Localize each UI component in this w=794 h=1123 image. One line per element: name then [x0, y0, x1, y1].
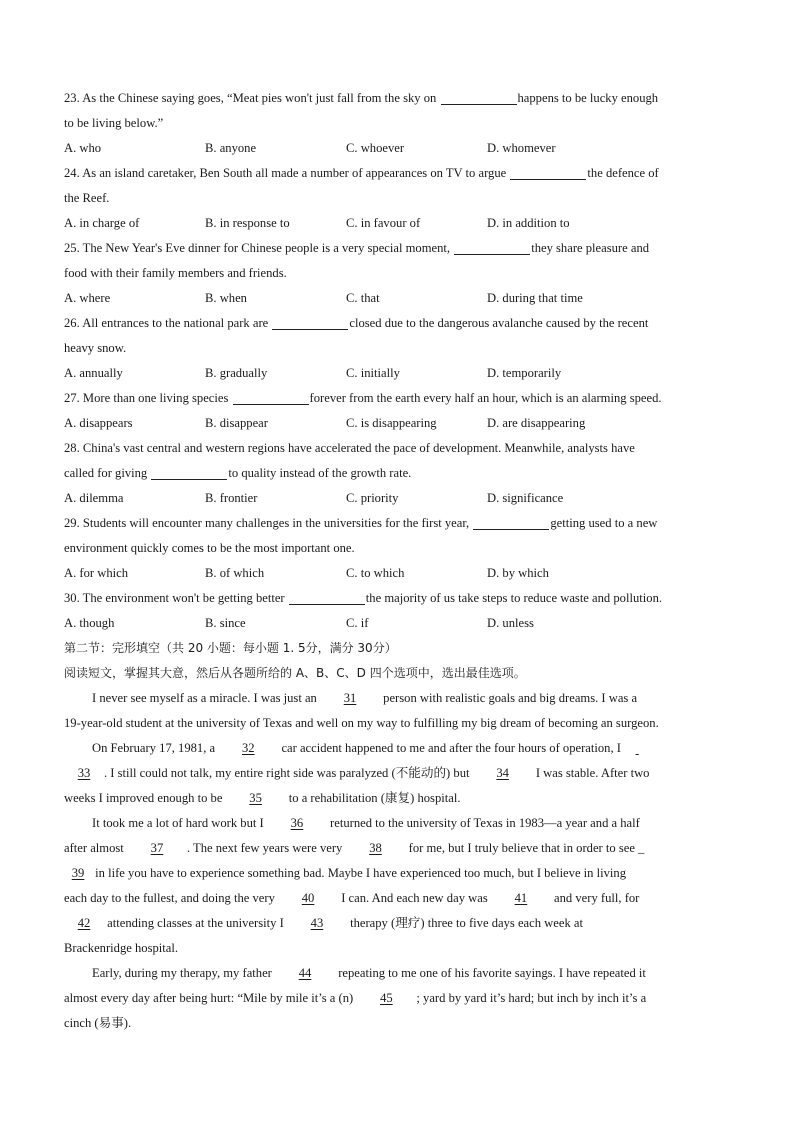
cloze-blank[interactable]: 45: [380, 991, 393, 1005]
question-25-stem-cont: food with their family members and friends.: [64, 266, 287, 280]
option-a[interactable]: A. in charge of: [64, 216, 140, 230]
passage-line: after almost 37 . The next few years were very 38 for me, but I truly believe that in order to see _: [64, 836, 732, 861]
cloze-blank[interactable]: 40: [301, 891, 315, 905]
passage-line: It took me a lot of hard work but I 36 returned to the university of Texas in 1983—a year and a half: [64, 811, 732, 836]
option-d[interactable]: D. unless: [487, 616, 534, 630]
option-a[interactable]: A. annually: [64, 366, 123, 380]
passage-line: 19-year-old student at the university of Texas and well on my way to fulfilling my big dream of becoming an surgeon.: [64, 716, 659, 730]
question-30-stem: 30. The environment won't be getting better the majority of us take steps to reduce waste and pollution.: [64, 591, 663, 605]
question-25-stem: 25. The New Year's Eve dinner for Chinese people is a very special moment, they share pleasure and: [64, 241, 650, 255]
cloze-blank[interactable]: 32: [241, 741, 255, 755]
option-a[interactable]: A. disappears: [64, 416, 133, 430]
question-29-stem: 29. Students will encounter many challenges in the universities for the first year, getting used to a new: [64, 516, 658, 530]
answer-blank: [510, 165, 586, 180]
question-29-stem-cont: environment quickly comes to be the most important one.: [64, 541, 355, 555]
option-c[interactable]: C. to which: [346, 566, 405, 580]
question-28-options: [64, 486, 732, 511]
question-24-stem: 24. As an island caretaker, Ben South all made a number of appearances on TV to argue the defence of: [64, 166, 659, 180]
question-30-options: [64, 611, 732, 636]
cloze-blank[interactable]: 44: [298, 966, 312, 980]
option-d[interactable]: D. significance: [487, 491, 564, 505]
cloze-blank[interactable]: 33: [77, 766, 91, 780]
option-c[interactable]: C. if: [346, 616, 369, 630]
question-29-options: [64, 561, 732, 586]
answer-blank: [233, 390, 309, 405]
passage-line: weeks I improved enough to be 35 to a rehabilitation (康复) hospital.: [64, 786, 732, 811]
answer-blank: [151, 465, 227, 480]
question-23-options: [64, 136, 732, 161]
option-c[interactable]: C. priority: [346, 491, 399, 505]
cloze-blank[interactable]: 42: [77, 916, 91, 930]
passage-line: each day to the fullest, and doing the very 40 I can. And each new day was 41 and very full, for: [64, 886, 732, 911]
option-a[interactable]: A. who: [64, 141, 102, 155]
option-a[interactable]: A. for which: [64, 566, 129, 580]
cloze-blank[interactable]: 35: [249, 791, 262, 805]
cloze-blank-underline: [624, 736, 650, 761]
cloze-blank[interactable]: 36: [290, 816, 304, 830]
option-d[interactable]: D. in addition to: [487, 216, 570, 230]
option-b[interactable]: B. since: [205, 616, 246, 630]
question-26-stem: 26. All entrances to the national park are closed due to the dangerous avalanche caused by the recent: [64, 316, 649, 330]
question-27-options: [64, 411, 732, 436]
option-d[interactable]: D. temporarily: [487, 366, 562, 380]
cloze-blank[interactable]: 43: [310, 916, 324, 930]
passage-line: 33 . I still could not talk, my entire right side was paralyzed (不能动的) but 34 I was stable. After two: [64, 761, 732, 786]
question-24-options: [64, 211, 732, 236]
question-24-stem-cont: the Reef.: [64, 191, 110, 205]
option-a[interactable]: A. dilemma: [64, 491, 124, 505]
cloze-blank[interactable]: 31: [343, 691, 357, 705]
question-25-options: [64, 286, 732, 311]
cloze-blank[interactable]: 37: [150, 841, 164, 855]
cloze-blank[interactable]: 39: [71, 866, 85, 880]
option-c[interactable]: C. initially: [346, 366, 400, 380]
answer-blank: [454, 240, 530, 255]
passage-line: 39 in life you have to experience something bad. Maybe I have experienced too much, but I believe in living: [64, 861, 732, 886]
cloze-blank[interactable]: 41: [514, 891, 528, 905]
question-27-stem: 27. More than one living species forever from the earth every half an hour, which is an alarming speed.: [64, 391, 662, 405]
option-b[interactable]: B. when: [205, 291, 247, 305]
question-26-stem-cont: heavy snow.: [64, 341, 127, 355]
passage-line: cinch (易事).: [64, 1016, 132, 1030]
option-d[interactable]: D. by which: [487, 566, 549, 580]
option-c[interactable]: C. that: [346, 291, 380, 305]
section-title: 第二节：完形填空（共 20 小题：每小题 1. 5分，满分 30分）: [64, 641, 397, 655]
question-23-stem: 23. As the Chinese saying goes, “Meat pies won't just fall from the sky on happens to be lucky enough: [64, 91, 659, 105]
passage-line: On February 17, 1981, a 32 car accident happened to me and after the four hours of operation, I: [64, 736, 732, 761]
passage-line: almost every day after being hurt: “Mile by mile it’s a (n) 45 ; yard by yard it’s hard; but inch by inch it’s a: [64, 986, 732, 1011]
option-a[interactable]: A. where: [64, 291, 111, 305]
exam-page: [64, 86, 732, 1036]
passage-line: Brackenridge hospital.: [64, 941, 179, 955]
cloze-blank[interactable]: 34: [496, 766, 509, 780]
option-b[interactable]: B. of which: [205, 566, 265, 580]
question-26-options: [64, 361, 732, 386]
option-b[interactable]: B. anyone: [205, 141, 257, 155]
answer-blank: [272, 315, 348, 330]
question-28-stem-cont: called for giving to quality instead of the growth rate.: [64, 466, 412, 480]
option-b[interactable]: B. frontier: [205, 491, 258, 505]
option-b[interactable]: B. gradually: [205, 366, 268, 380]
passage-line: I never see myself as a miracle. I was just an 31 person with realistic goals and big dreams. I was a: [64, 686, 732, 711]
option-c[interactable]: C. in favour of: [346, 216, 421, 230]
passage-line: 42 attending classes at the university I 43 therapy (理疗) three to five days each week at: [64, 911, 732, 936]
option-c[interactable]: C. is disappearing: [346, 416, 437, 430]
option-d[interactable]: D. whomever: [487, 141, 556, 155]
answer-blank: [441, 90, 517, 105]
option-a[interactable]: A. though: [64, 616, 115, 630]
passage-line: Early, during my therapy, my father 44 repeating to me one of his favorite sayings. I have repeated it: [64, 961, 732, 986]
section-instruction: 阅读短文，掌握其大意，然后从各题所给的 A、B、C、D 四个选项中，选出最佳选项。: [64, 666, 526, 680]
option-b[interactable]: B. disappear: [205, 416, 268, 430]
option-d[interactable]: D. during that time: [487, 291, 583, 305]
answer-blank: [289, 590, 365, 605]
option-c[interactable]: C. whoever: [346, 141, 405, 155]
cloze-blank[interactable]: 38: [369, 841, 382, 855]
question-23-stem-cont: to be living below.”: [64, 116, 164, 130]
question-28-stem: 28. China's vast central and western regions have accelerated the pace of development. Meanwhile, analysts have: [64, 441, 635, 455]
option-b[interactable]: B. in response to: [205, 216, 290, 230]
answer-blank: [473, 515, 549, 530]
option-d[interactable]: D. are disappearing: [487, 416, 586, 430]
